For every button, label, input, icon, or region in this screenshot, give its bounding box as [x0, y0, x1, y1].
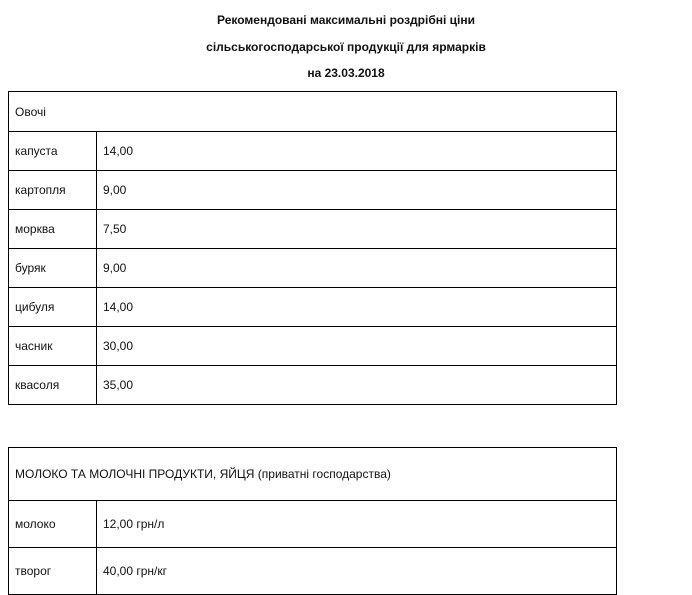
- product-name: квасоля: [9, 366, 97, 405]
- product-price: 30,00: [97, 327, 617, 366]
- category-row: [9, 448, 617, 501]
- product-price: 14,00: [97, 132, 617, 171]
- product-price: 14,00: [97, 288, 617, 327]
- table-row: [9, 249, 617, 288]
- table-row: [9, 132, 617, 171]
- product-price: 40,00 грн/кг: [97, 548, 617, 595]
- table-row: [9, 210, 617, 249]
- category-label-vegetables: Овочі: [9, 92, 617, 132]
- category-note: (приватні господарства): [257, 467, 391, 481]
- page-title: Рекомендовані максимальні роздрібні ціни: [217, 13, 475, 27]
- product-name: цибуля: [9, 288, 97, 327]
- product-name: морква: [9, 210, 97, 249]
- category-cell-dairy: [9, 448, 617, 501]
- product-name: молоко: [9, 501, 97, 548]
- product-name: творог: [9, 548, 97, 595]
- category-label-dairy: МОЛОКО ТА МОЛОЧНІ ПРОДУКТИ, ЯЙЦЯ: [15, 467, 255, 481]
- product-price: 9,00: [97, 249, 617, 288]
- product-price: 12,00 грн/л: [97, 501, 617, 548]
- vegetables-price-table: [8, 91, 617, 405]
- table-row: [9, 171, 617, 210]
- category-row: [9, 92, 617, 132]
- table-row: [9, 548, 617, 595]
- product-price: 35,00: [97, 366, 617, 405]
- dairy-price-table: [8, 447, 617, 595]
- table-row: [9, 501, 617, 548]
- product-name: буряк: [9, 249, 97, 288]
- page-date: на 23.03.2018: [307, 66, 385, 80]
- product-name: картопля: [9, 171, 97, 210]
- product-price: 7,50: [97, 210, 617, 249]
- table-row: [9, 327, 617, 366]
- table-row: [9, 366, 617, 405]
- product-price: 9,00: [97, 171, 617, 210]
- product-name: часник: [9, 327, 97, 366]
- product-name: капуста: [9, 132, 97, 171]
- page-subtitle: сільськогосподарської продукції для ярмарків: [206, 40, 486, 54]
- table-row: [9, 288, 617, 327]
